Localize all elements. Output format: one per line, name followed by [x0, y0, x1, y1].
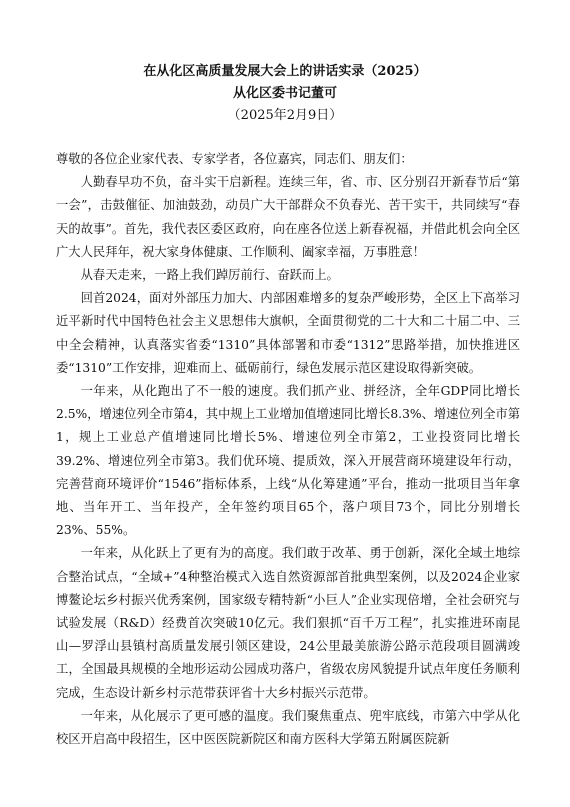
- body-paragraph: 一年来，从化展示了更可感的温度。我们聚焦重点、兜牢底线，市第六中学从化校区开启高中段招生，区中医医院新院区和南方医科大学第五附属医院新: [56, 708, 520, 747]
- document-body: [56, 148, 520, 751]
- body-paragraph: 从春天走来，一路上我们踔厉前行、奋跃而上。: [80, 268, 339, 283]
- body-paragraph: 一年来，从化跑出了不一般的速度。我们抓产业、拼经济，全年GDP同比增长2.5%，增速位列全市第4，其中规上工业增加值增速同比增长8.3%、增速位列全市第1，规上工业总产值增速同比增长5%、增速位列全市第2，工业投资同比增长39.2%、增速位列全市第3。我们优环境、提质效，深入开展营商环境建设年行动，完善营商环境评价“1546”指标体系，上线“从化筹建通”平台，推动一批项目当年拿地、当年开工、当年投产，全年签约项目65个，落户项目73个，同比分别增长23%、55%。: [56, 384, 520, 538]
- body-paragraph: 回首2024，面对外部压力加大、内部困难增多的复杂严峻形势，全区上下高举习近平新时代中国特色社会主义思想伟大旗帜，全面贯彻党的二十大和二十届二中、三中全会精神，认真落实省委“1310”具体部署和市委“1312”思路举措，加快推进区委“1310”工作安排，迎难而上、砥砺前行，绿色发展示范区建设取得新突破。: [56, 291, 520, 375]
- salutation: 尊敬的各位企业家代表、专家学者，各位嘉宾，同志们、朋友们：: [56, 152, 413, 166]
- document-date: （2025年2月9日）: [227, 108, 343, 123]
- body-paragraph: 一年来，从化跃上了更有为的高度。我们敢于改革、勇于创新，深化全域土地综合整治试点，“全域+”4种整治模式入选自然资源部首批典型案例，以及2024企业家博鳌论坛乡村振兴优秀案例，国家级专精特新“小巨人”企业实现倍增，全社会研究与试验发展（R&D）经费首次突破10亿元。我们狠抓“百千万工程”，扎实推进环南昆山—罗浮山县镇村高质量发展引领区建设，24公里最美旅游公路示范段项目圆满竣工，全国最具规模的全地形运动公园成功落户，省级农房风貌提升试点年度任务顺利完成，生态设计新乡村示范带获评省十大乡村振兴示范带。: [56, 546, 520, 700]
- body-paragraph: 人勤春早功不负，奋斗实干启新程。连续三年，省、市、区分别召开新春节后“第一会”，击鼓催征、加油鼓劲，动员广大干部群众不负春光、苦干实干，共同续写“春天的故事”。首先，我代表区委区政府，向在座各位送上新春祝福，并借此机会向全区广大人民拜年，祝大家身体健康、工作顺利、阖家幸福，万事胜意！: [56, 175, 520, 259]
- document-speaker: 从化区委书记董可: [232, 86, 337, 101]
- document-title: 在从化区高质量发展大会上的讲话实录（2025）: [143, 64, 427, 79]
